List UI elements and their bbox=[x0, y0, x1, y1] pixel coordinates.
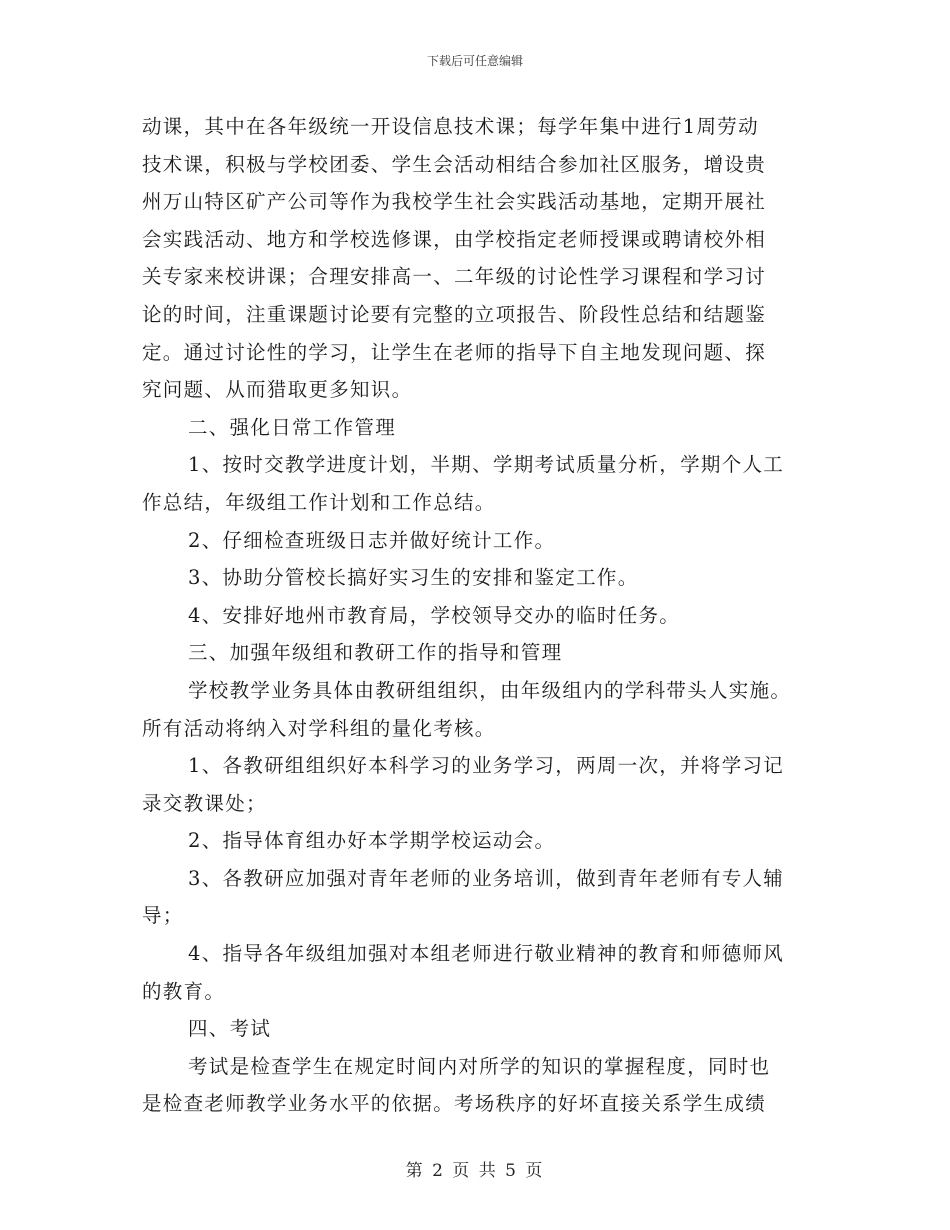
text-line: 三、加强年级组和教研工作的指导和管理 bbox=[188, 641, 563, 665]
text-line: 会实践活动、地方和学校选修课，由学校指定老师授课或聘请校外相 bbox=[142, 227, 767, 251]
text-line: 关专家来校讲课；合理安排高一、二年级的讨论性学习课程和学习讨 bbox=[142, 265, 767, 289]
text-line: 4、安排好地州市教育局，学校领导交办的临时任务。 bbox=[188, 603, 681, 627]
text-line: 4、指导各年级组加强对本组老师进行敬业精神的教育和师德师风 bbox=[188, 942, 785, 966]
text-line: 3、各教研应加强对青年老师的业务培训，做到青年老师有专人辅 bbox=[188, 866, 785, 890]
text-line: 的教育。 bbox=[142, 979, 226, 1003]
text-line: 动课，其中在各年级统一开设信息技术课；每学年集中进行1周劳动 bbox=[142, 115, 759, 138]
text-line: 四、考试 bbox=[188, 1017, 272, 1041]
text-line: 论的时间，注重课题讨论要有完整的立项报告、阶段性总结和结题鉴 bbox=[142, 302, 767, 326]
document-body bbox=[142, 108, 810, 1123]
text-line: 究问题、从而猎取更多知识。 bbox=[142, 378, 413, 402]
text-line: 二、强化日常工作管理 bbox=[188, 415, 397, 439]
text-line: 导； bbox=[142, 904, 184, 928]
text-line: 作总结，年级组工作计划和工作总结。 bbox=[142, 490, 496, 514]
text-line: 1、按时交教学进度计划，半期、学期考试质量分析，学期个人工 bbox=[188, 453, 785, 477]
text-line: 1、各教研组组织好本科学习的业务学习，两周一次，并将学习记 bbox=[188, 754, 785, 778]
page-header: 下载后可任意编辑 bbox=[426, 54, 523, 68]
text-line: 3、协助分管校长搞好实习生的安排和鉴定工作。 bbox=[188, 566, 639, 590]
text-line: 考试是检查学生在规定时间内对所学的知识的掌握程度，同时也 bbox=[188, 1054, 771, 1078]
text-line: 2、指导体育组办好本学期学校运动会。 bbox=[188, 829, 556, 853]
text-line: 定。通过讨论性的学习，让学生在老师的指导下自主地发现问题、探 bbox=[142, 340, 767, 364]
page-footer: 第 2 页 共 5 页 bbox=[405, 1161, 545, 1181]
text-line: 州万山特区矿产公司等作为我校学生社会实践活动基地，定期开展社 bbox=[142, 190, 767, 214]
text-line: 2、仔细检查班级日志并做好统计工作。 bbox=[188, 528, 556, 552]
text-line: 技术课，积极与学校团委、学生会活动相结合参加社区服务，增设贵 bbox=[142, 152, 767, 176]
text-line: 学校教学业务具体由教研组组织，由年级组内的学科带头人实施。 bbox=[188, 678, 792, 702]
text-line: 录交教课处； bbox=[142, 791, 267, 815]
text-line: 所有活动将纳入对学科组的量化考核。 bbox=[142, 716, 496, 740]
text-line: 是检查老师教学业务水平的依据。考场秩序的好坏直接关系学生成绩 bbox=[142, 1092, 767, 1116]
